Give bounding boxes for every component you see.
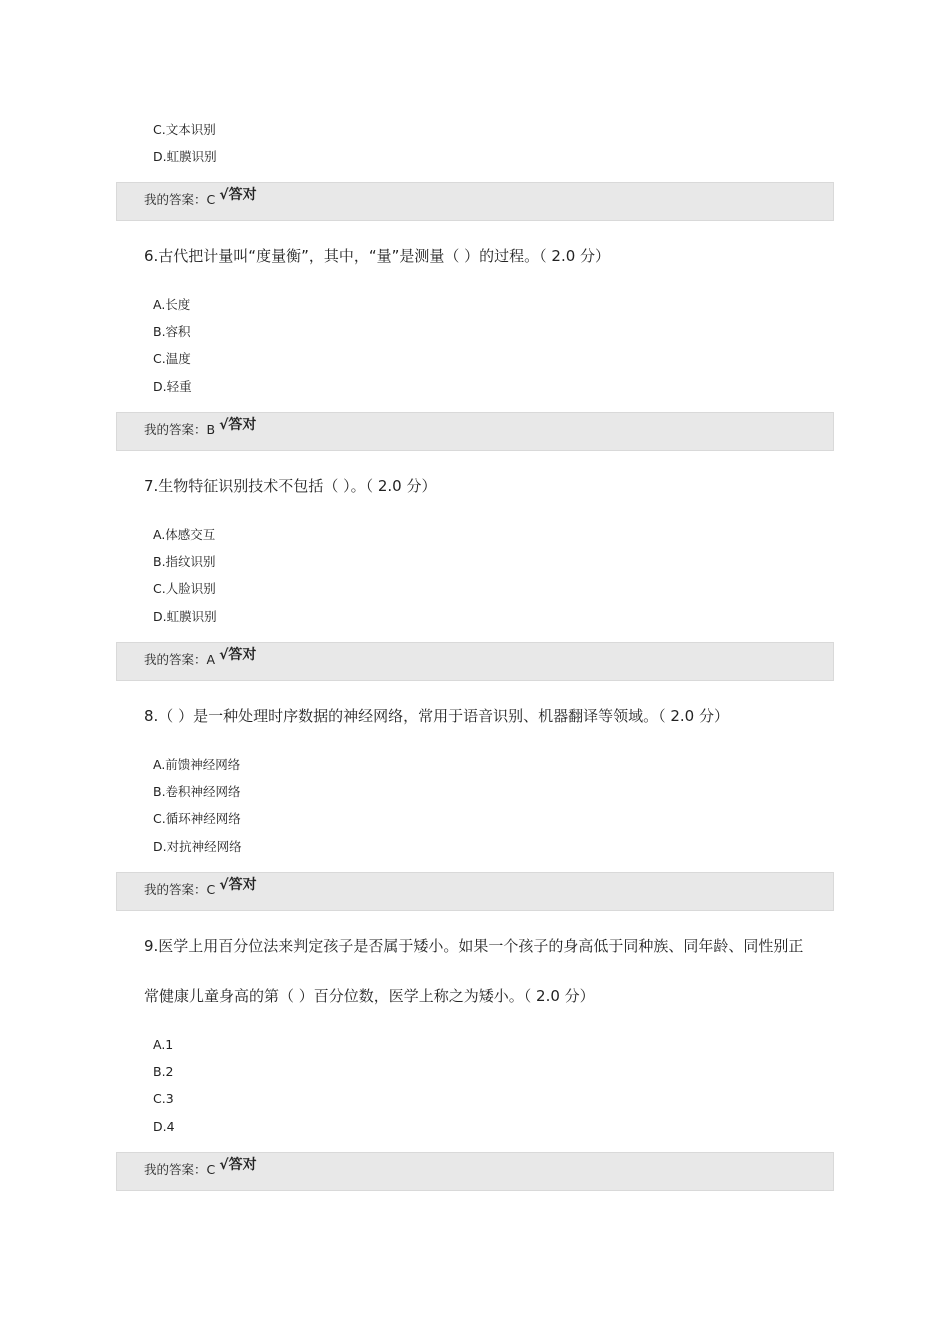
option-item: D.轻重 — [153, 379, 192, 394]
question-text: 6.古代把计量叫“度量衡”，其中，“量”是测量（ ）的过程。（ 2.0 分） — [144, 247, 611, 265]
answer-box — [116, 872, 834, 911]
answer-box — [116, 1152, 834, 1191]
option-item: A.体感交互 — [153, 527, 216, 542]
answer-line — [144, 417, 257, 438]
question-text-line2: 常健康儿童身高的第（ ）百分位数，医学上称之为矮小。（ 2.0 分） — [144, 987, 595, 1005]
answer-box — [116, 642, 834, 681]
option-item: D.4 — [153, 1119, 175, 1134]
option-item: D.虹膜识别 — [153, 149, 217, 164]
option-item: D.对抗神经网络 — [153, 839, 242, 854]
question-text: 8.（ ）是一种处理时序数据的神经网络，常用于语音识别、机器翻译等领域。（ 2.0 分） — [144, 707, 729, 725]
answer-label: 我的答案： — [144, 652, 207, 667]
answer-box — [116, 412, 834, 451]
answer-label: 我的答案： — [144, 192, 207, 207]
answer-line — [144, 187, 257, 208]
question-text: 7.生物特征识别技术不包括（ ）。（ 2.0 分） — [144, 477, 437, 495]
question-text-line1: 9.医学上用百分位法来判定孩子是否属于矮小。如果一个孩子的身高低于同种族、同年龄、同性别正 — [144, 937, 804, 955]
answer-line — [144, 1157, 257, 1178]
answer-result: √答对 — [219, 417, 257, 433]
answer-box — [116, 182, 834, 221]
option-item: B.容积 — [153, 324, 191, 339]
option-item: C.循环神经网络 — [153, 811, 241, 826]
option-item: D.虹膜识别 — [153, 609, 217, 624]
answer-label: 我的答案： — [144, 422, 207, 437]
option-item: B.卷积神经网络 — [153, 784, 241, 799]
option-item: B.2 — [153, 1064, 174, 1079]
option-item: A.长度 — [153, 297, 191, 312]
answer-label: 我的答案： — [144, 882, 207, 897]
answer-result: √答对 — [219, 647, 257, 663]
answer-line — [144, 877, 257, 898]
option-item: A.1 — [153, 1037, 174, 1052]
answer-value: C — [206, 882, 216, 897]
option-item: B.指纹识别 — [153, 554, 216, 569]
option-item: A.前馈神经网络 — [153, 757, 241, 772]
answer-result: √答对 — [219, 1157, 257, 1173]
answer-label: 我的答案： — [144, 1162, 207, 1177]
option-item: C.人脸识别 — [153, 581, 216, 596]
answer-value: C — [206, 192, 216, 207]
answer-result: √答对 — [219, 187, 257, 203]
answer-value: A — [206, 652, 216, 667]
answer-value: B — [206, 422, 216, 437]
option-item: C.3 — [153, 1091, 174, 1106]
answer-line — [144, 647, 257, 668]
option-item: C.温度 — [153, 351, 191, 366]
answer-result: √答对 — [219, 877, 257, 893]
answer-value: C — [206, 1162, 216, 1177]
option-item: C.文本识别 — [153, 122, 216, 137]
